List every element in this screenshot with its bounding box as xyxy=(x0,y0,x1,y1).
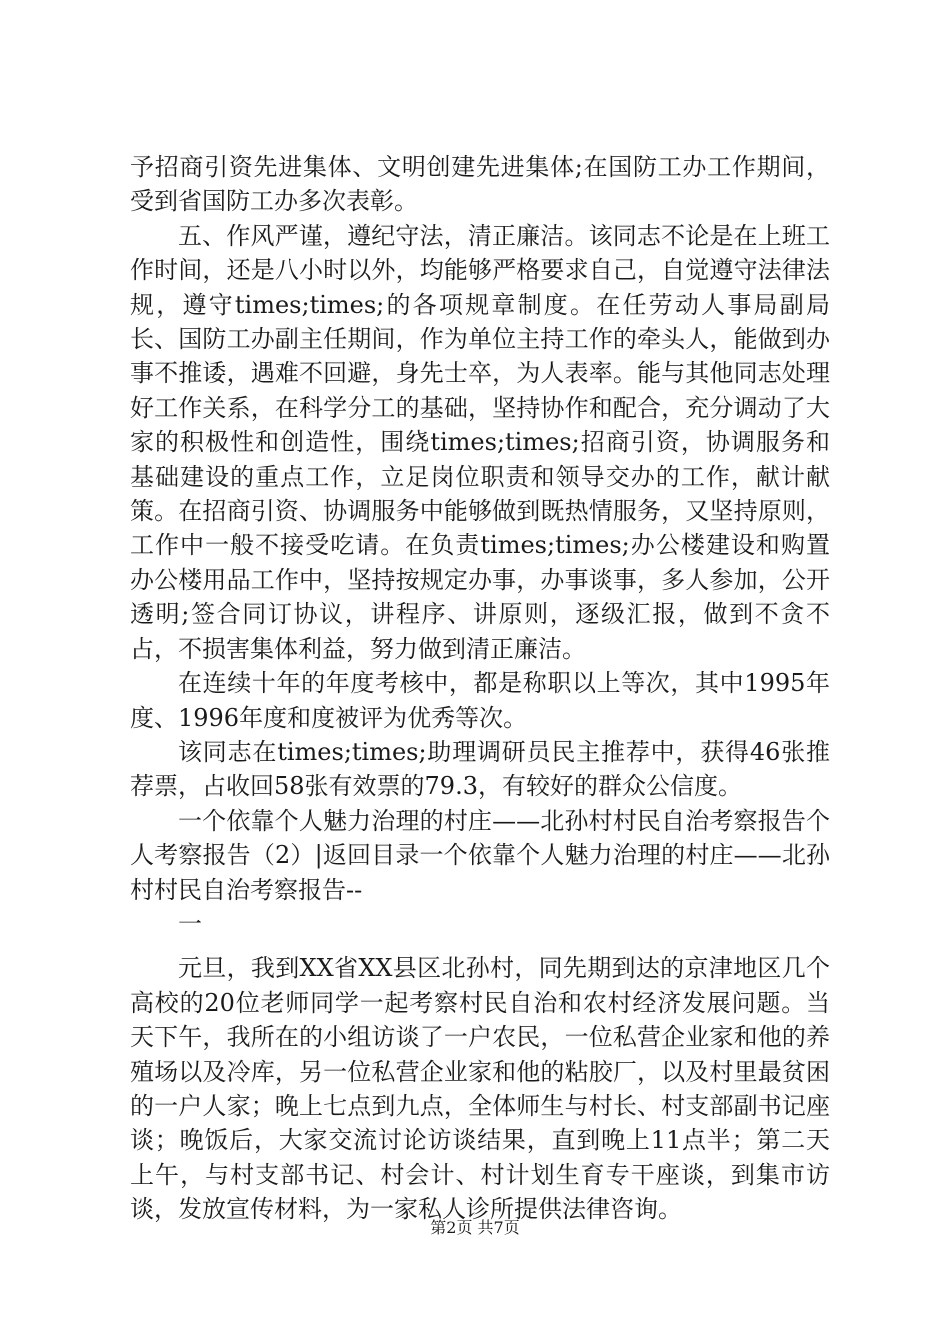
section-number: 一 xyxy=(178,909,202,938)
paragraph-field-visit: 元旦，我到XX省XX县区北孙村，同先期到达的京津地区几个高校的20位老师同学一起考察村民自治和农村经济发展问题。当天下午，我所在的小组访谈了一户农民，一位私营企业家和他的养殖场以及冷库，另一位私营企业家和他的粘胶厂，以及村里最贫困的一户人家；晚上七点到九点，全体师生与村长、村支部副书记座谈；晚饭后，大家交流讨论访谈结果，直到晚上11点半；第二天上午，与村支部书记、村会计、村计划生育专干座谈，到集市访谈，发放宣传材料，为一家私人诊所提供法律咨询。 xyxy=(130,954,830,1224)
report-title: 一个依靠个人魅力治理的村庄——北孙村村民自治考察报告个人考察报告（2）|返回目录一个依靠个人魅力治理的村庄——北孙村村民自治考察报告-- xyxy=(130,806,830,904)
page-footer: 第2页 共7页 xyxy=(430,1218,520,1237)
paragraph-recommendation: 该同志在times;times;助理调研员民主推荐中，获得46张推荐票，占收回58张有效票的79.3，有较好的群众公信度。 xyxy=(130,737,830,801)
paragraph-conduct: 五、作风严谨，遵纪守法，清正廉洁。该同志不论是在上班工作时间，还是八小时以外，均能够严格要求自己，自觉遵守法律法规，遵守times;times;的各项规章制度。在任劳动人事局副局长、国防工办副主任期间，作为单位主持工作的牵头人，能做到办事不推诿，遇难不回避，身先士卒，为人表率。能与其他同志处理好工作关系，在科学分工的基础，坚持协作和配合，充分调动了大家的积极性和创造性，围绕times;times;招商引资，协调服务和基础建设的重点工作，立足岗位职责和领导交办的工作，献计献策。在招商引资、协调服务中能够做到既热情服务，又坚持原则，工作中一般不接受吃请。在负责times;times;办公楼建设和购置办公楼用品工作中，坚持按规定办事，办事谈事，多人参加，公开透明;签合同订协议，讲程序、讲原则，逐级汇报，做到不贪不占，不损害集体利益，努力做到清正廉洁。 xyxy=(130,221,830,663)
paragraph-continuation: 予招商引资先进集体、文明创建先进集体;在国防工办工作期间，受到省国防工办多次表彰。 xyxy=(130,153,830,216)
document-body xyxy=(130,150,830,1227)
paragraph-assessment: 在连续十年的年度考核中，都是称职以上等次，其中1995年度、1996年度和度被评为优秀等次。 xyxy=(130,669,830,732)
